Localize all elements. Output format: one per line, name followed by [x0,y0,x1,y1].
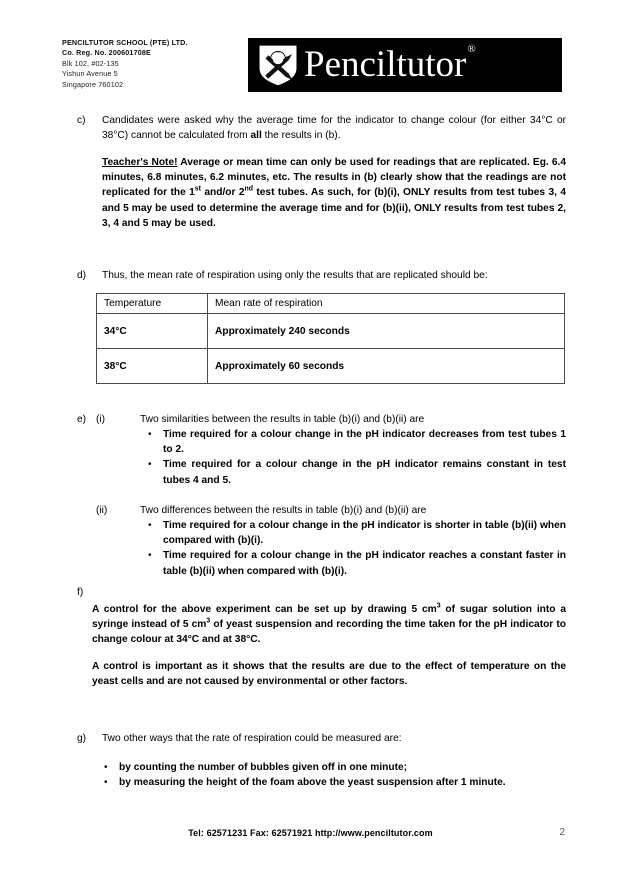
table-cell-temp-34: 34°C [97,314,208,349]
degree-symbol-3: ° [187,634,192,646]
letterhead-line-company: PENCILTUTOR SCHOOL (PTE) LTD. [62,38,188,47]
table-cell-rate-34: Approximately 240 seconds [208,314,565,349]
section-g-bullet-list [104,760,566,790]
table-row [97,314,565,349]
section-c-text [102,113,566,143]
list-item: • Time required for a colour change in the pH indicator reaches a constant faster in table (b)(ii) when compared with (b)(i). [148,548,566,578]
section-c-label: c) [77,115,86,126]
section-e-i-marker: (i) [96,414,106,425]
svg-text:•••: ••• [276,50,280,55]
section-e-ii-bullet-list [148,518,566,579]
teachers-note-body-c: test tubes. As such, for (b)(i), ONLY results from test tubes 3, 4 and 5 may be used to determine the average time and for (b)(ii), ONLY results from test tubes 2, 3, 4 and 5 may be used. [102,187,566,229]
ordinal-suffix-st: st [194,186,201,194]
section-g-lead: Two other ways that the rate of respiration could be measured are: [102,733,402,744]
section-c-text-part1: Candidates were asked why the average time for the indicator to change colour (for either 34 [102,115,542,126]
list-item: • by counting the number of bubbles given off in one minute; [104,760,566,775]
section-c-text-part4: the results in (b). [261,130,341,142]
table-header-mean-rate: Mean rate of respiration [208,294,565,314]
teachers-note-body-a: Average or mean time can only be used for readings that are replicated. Eg. 6.4 minutes, 6.8 minutes, 6.2 minutes, etc. The results in (b) clearly show that the readings are not replicated for the 1 [102,157,566,199]
list-item: • Time required for a colour change in the pH indicator is shorter in table (b)(ii) when compared with (b)(i). [148,518,566,548]
ordinal-suffix-nd: nd [244,186,253,194]
section-e-ii-lead: Two differences between the results in table (b)(i) and (b)(ii) are [140,505,427,516]
section-c-text-part2: C or 38 [102,115,566,142]
letterhead-line-avenue: Yishun Avenue 5 [62,69,118,79]
table-cell-temp-38: 38°C [97,349,208,384]
logo-wordmark: Penciltutor [304,43,467,85]
section-f-label: f) [77,587,84,598]
letterhead-line-registration: Co. Reg. No. 200601708E [62,48,151,58]
letterhead-line-postal: Singapore 760102 [62,79,124,89]
teachers-note-body-b: and/or 2 [200,187,245,199]
degree-symbol-1: ° [541,115,546,126]
cubic-superscript-1: 3 [436,602,441,610]
section-c-text-part3: C) cannot be calculated from [117,130,251,142]
teachers-note [102,155,566,231]
penciltutor-logo-banner [248,38,562,92]
list-item: • Time required for a colour change in the pH indicator decreases from test tubes 1 to 2. [148,427,566,457]
table-header-temperature: Temperature [97,294,208,314]
section-f-paragraph-1 [92,602,566,648]
table-cell-rate-38: Approximately 60 seconds [208,349,565,384]
page-number: 2 [559,827,565,838]
section-e-label: e) [77,414,87,425]
section-g-label: g) [77,733,87,744]
table-header-row [97,294,565,314]
section-f-p1-c: of yeast suspension and recording the time taken for the pH indicator to change colour at 34 [92,619,567,646]
section-e-i-lead: Two similarities between the results in table (b)(i) and (b)(ii) are [140,414,425,425]
footer-contact: Tel: 62571231 Fax: 62571921 http://www.penciltutor.com [188,828,433,838]
section-f-p1-b: of sugar solution into a syringe instead of 5 cm [92,604,566,631]
section-f-p1-d: C and at 38 [191,634,247,646]
registered-trademark-icon: ® [467,43,476,55]
table-row [97,349,565,384]
letterhead-address-block [62,38,252,90]
section-c-emphasis-all: all [250,130,262,142]
teachers-note-heading: Teacher's Note! [102,157,178,168]
section-d-label: d) [77,270,87,281]
section-d-text: Thus, the mean rate of respiration using only the results that are replicated should be: [102,270,488,281]
mean-rate-table [96,293,565,384]
degree-symbol-2: ° [113,130,118,142]
section-f-paragraph-2: A control is important as it shows that the results are due to the effect of temperature on the yeast cells and are not caused by environmental or other factors. [92,661,566,688]
section-f-p1-a: A control for the above experiment can be set up by drawing 5 cm [92,604,437,615]
degree-symbol-4: ° [246,634,251,646]
section-e-ii-marker: (ii) [96,505,108,516]
list-item: • Time required for a colour change in the pH indicator remains constant in test tubes 4 and 5. [148,457,566,487]
letterhead-line-street: Blk 102, #02-135 [62,58,119,68]
crest-icon [256,43,300,87]
section-f-p1-e: C. [250,634,261,646]
list-item: • by measuring the height of the foam above the yeast suspension after 1 minute. [104,775,566,790]
cubic-superscript-2: 3 [206,617,211,625]
section-e-i-bullet-list [148,427,566,488]
